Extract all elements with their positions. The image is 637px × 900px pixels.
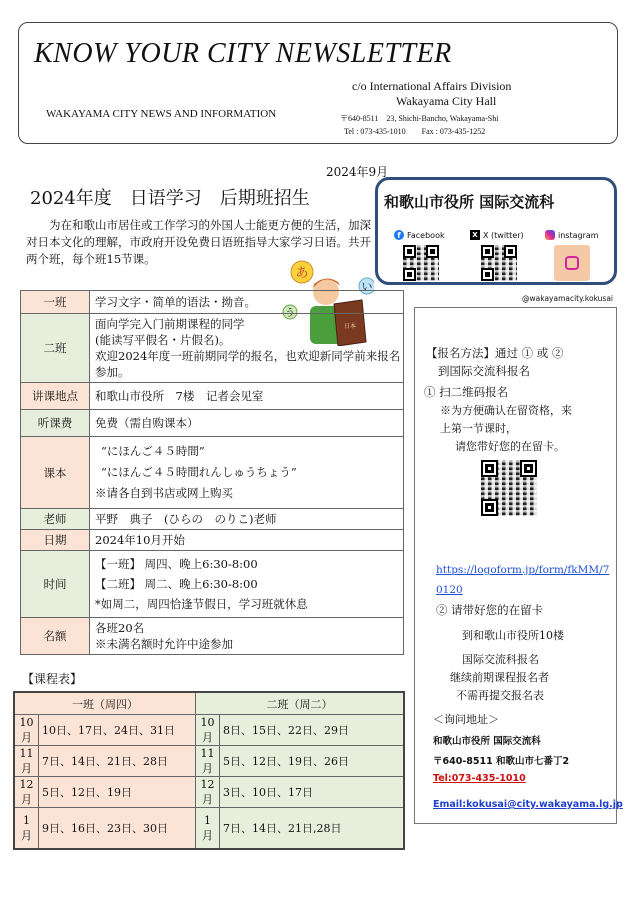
class1-desc: 学习文字・简单的语法・拗音。 bbox=[90, 291, 404, 314]
bubble-i: い bbox=[361, 280, 373, 293]
apply-step2-office: 国际交流科报名 bbox=[462, 653, 539, 666]
apply-note-1: ※为方便确认在留资格，来 bbox=[440, 404, 572, 417]
schedule-label: 【课程表】 bbox=[22, 672, 83, 686]
apply-heading-2: 到国际交流科报名 bbox=[438, 364, 530, 378]
table-header-row bbox=[14, 692, 404, 715]
table-row bbox=[14, 715, 404, 746]
month-cell: 1月 bbox=[14, 808, 39, 850]
dates-cell: 7日、14日、21日,28日 bbox=[220, 808, 405, 850]
facebook-icon: f bbox=[394, 230, 404, 240]
facebook-link[interactable]: f Facebook bbox=[394, 230, 445, 240]
table-row bbox=[21, 314, 404, 383]
course-info-table bbox=[20, 290, 404, 655]
table-row bbox=[21, 618, 404, 655]
class2-label: 二班 bbox=[21, 314, 90, 383]
dates-cell: 8日、15日、22日、29日 bbox=[220, 715, 405, 746]
contact-heading: ＜询问地址＞ bbox=[433, 713, 499, 726]
contact-office: 和歌山市役所 国际交流科 bbox=[433, 736, 541, 747]
fee-value: 免费（需自购课本） bbox=[90, 410, 404, 437]
month-cell: 11月 bbox=[14, 746, 39, 777]
table-row bbox=[21, 410, 404, 437]
table-row bbox=[21, 551, 404, 618]
time-value: 【一班】 周四、晚上6:30-8:00 【二班】 周二、晚上6:30-8:00 *如周二，周四恰逢节假日，学习班就休息 bbox=[90, 551, 404, 618]
header-hall: Wakayama City Hall bbox=[396, 94, 497, 108]
apply-heading: 【报名方法】通过 ① 或 ② bbox=[426, 346, 564, 360]
instagram-icon bbox=[545, 230, 555, 240]
table-row bbox=[21, 383, 404, 410]
table-row bbox=[14, 746, 404, 777]
month-cell: 12月 bbox=[196, 777, 220, 808]
class2-schedule-header: 二班（周二） bbox=[196, 692, 405, 715]
apply-step2-place: 到和歌山市役所10楼 bbox=[462, 629, 564, 642]
time-label: 时间 bbox=[21, 551, 90, 618]
x-qr-code[interactable] bbox=[481, 245, 517, 281]
contact-tel[interactable]: Tel:073-435-1010 bbox=[433, 773, 526, 784]
dates-cell: 9日、16日、23日、30日 bbox=[39, 808, 196, 850]
dates-cell: 3日、10日、17日 bbox=[220, 777, 405, 808]
place-label: 讲课地点 bbox=[21, 383, 90, 410]
textbook-label: 课本 bbox=[21, 437, 90, 509]
newsletter-subtitle: WAKAYAMA CITY NEWS AND INFORMATION bbox=[46, 108, 277, 120]
dates-cell: 5日、12日、19日、26日 bbox=[220, 746, 405, 777]
quota-value: 各班20名 ※未满名额时允许中途参加 bbox=[90, 618, 404, 655]
apply-form-link[interactable]: https://logoform.jp/form/fkMM/70120 bbox=[436, 564, 610, 596]
newsletter-title: KNOW YOUR CITY NEWSLETTER bbox=[34, 38, 452, 69]
month-cell: 1月 bbox=[196, 808, 220, 850]
header-tel: Tel : 073-435-1010 Fax : 073-435-1252 bbox=[344, 127, 486, 136]
apply-step2: ② 请带好您的在留卡 bbox=[436, 603, 544, 617]
table-row bbox=[21, 437, 404, 509]
month-cell: 12月 bbox=[14, 777, 39, 808]
intro-paragraph: 为在和歌山市居住或工作学习的外国人士能更方便的生活，加深对日本文化的理解，市政府开设免费日语班指导大家学习日语。共开两个班，每个班15节课。 bbox=[26, 218, 371, 266]
place-value: 和歌山市役所 7楼 记者会见室 bbox=[90, 383, 404, 410]
x-link[interactable]: X X (twitter) bbox=[470, 230, 524, 240]
bubble-a: あ bbox=[295, 266, 309, 281]
class1-label: 一班 bbox=[21, 291, 90, 314]
month-cell: 10月 bbox=[14, 715, 39, 746]
bubble-u: う bbox=[285, 308, 295, 319]
teacher-value: 平野 典子 (ひらの のりこ)老师 bbox=[90, 509, 404, 530]
apply-note-3: 请您带好您的在留卡。 bbox=[455, 440, 565, 453]
apply-no-form-note: 不需再提交报名表 bbox=[456, 689, 544, 702]
svg-text:日本: 日本 bbox=[343, 323, 357, 330]
apply-continuing-note: 继续前期课程报名者 bbox=[450, 671, 549, 684]
contact-address: 〒640-8511 和歌山市七番丁2 bbox=[433, 756, 570, 767]
start-label: 日期 bbox=[21, 530, 90, 551]
teacher-label: 老师 bbox=[21, 509, 90, 530]
qr-panel-title: 和歌山市役所 国际交流科 bbox=[384, 193, 555, 211]
fee-label: 听课费 bbox=[21, 410, 90, 437]
facebook-qr-code[interactable] bbox=[403, 245, 439, 281]
textbook-value: “にほんご４５時間” “にほんご４５時間れんしゅうちょう” ※请各自到书店或网上购买 bbox=[90, 437, 404, 509]
month-cell: 10月 bbox=[196, 715, 220, 746]
apply-note-2: 上第一节课时， bbox=[440, 422, 517, 435]
apply-form-qr-code[interactable] bbox=[481, 460, 537, 516]
month-cell: 11月 bbox=[196, 746, 220, 777]
header-division: c/o International Affairs Division bbox=[352, 79, 512, 93]
start-value: 2024年10月开始 bbox=[90, 530, 404, 551]
table-row bbox=[14, 808, 404, 850]
dates-cell: 7日、14日、21日、28日 bbox=[39, 746, 196, 777]
schedule-table bbox=[13, 691, 405, 850]
issue-date: 2024年9月 bbox=[326, 165, 389, 179]
class2-desc: 面向学完入门前期课程的同学 (能读写平假名・片假名)。 欢迎2024年度一班前期同学的报名，也欢迎新同学前来报名参加。 bbox=[90, 314, 404, 383]
x-icon: X bbox=[470, 230, 480, 240]
instagram-link[interactable]: instagram bbox=[545, 230, 599, 240]
dates-cell: 10日、17日、24日、31日 bbox=[39, 715, 196, 746]
sns-handle: @wakayamacity.kokusai bbox=[522, 294, 613, 303]
header-address: 〒640-8511 23, Shichi-Bancho, Wakayama-Shi bbox=[340, 114, 499, 123]
dates-cell: 5日、12日、19日 bbox=[39, 777, 196, 808]
page-title: 2024年度 日语学习 后期班招生 bbox=[30, 188, 310, 209]
table-row bbox=[21, 530, 404, 551]
instagram-qr-code[interactable] bbox=[554, 245, 590, 281]
table-row bbox=[14, 777, 404, 808]
quota-label: 名额 bbox=[21, 618, 90, 655]
contact-email[interactable]: Email:kokusai@city.wakayama.lg.jp bbox=[433, 799, 623, 810]
class1-schedule-header: 一班（周四） bbox=[14, 692, 196, 715]
table-row bbox=[21, 509, 404, 530]
table-row bbox=[21, 291, 404, 314]
apply-step1: ① 扫二维码报名 bbox=[424, 385, 509, 399]
